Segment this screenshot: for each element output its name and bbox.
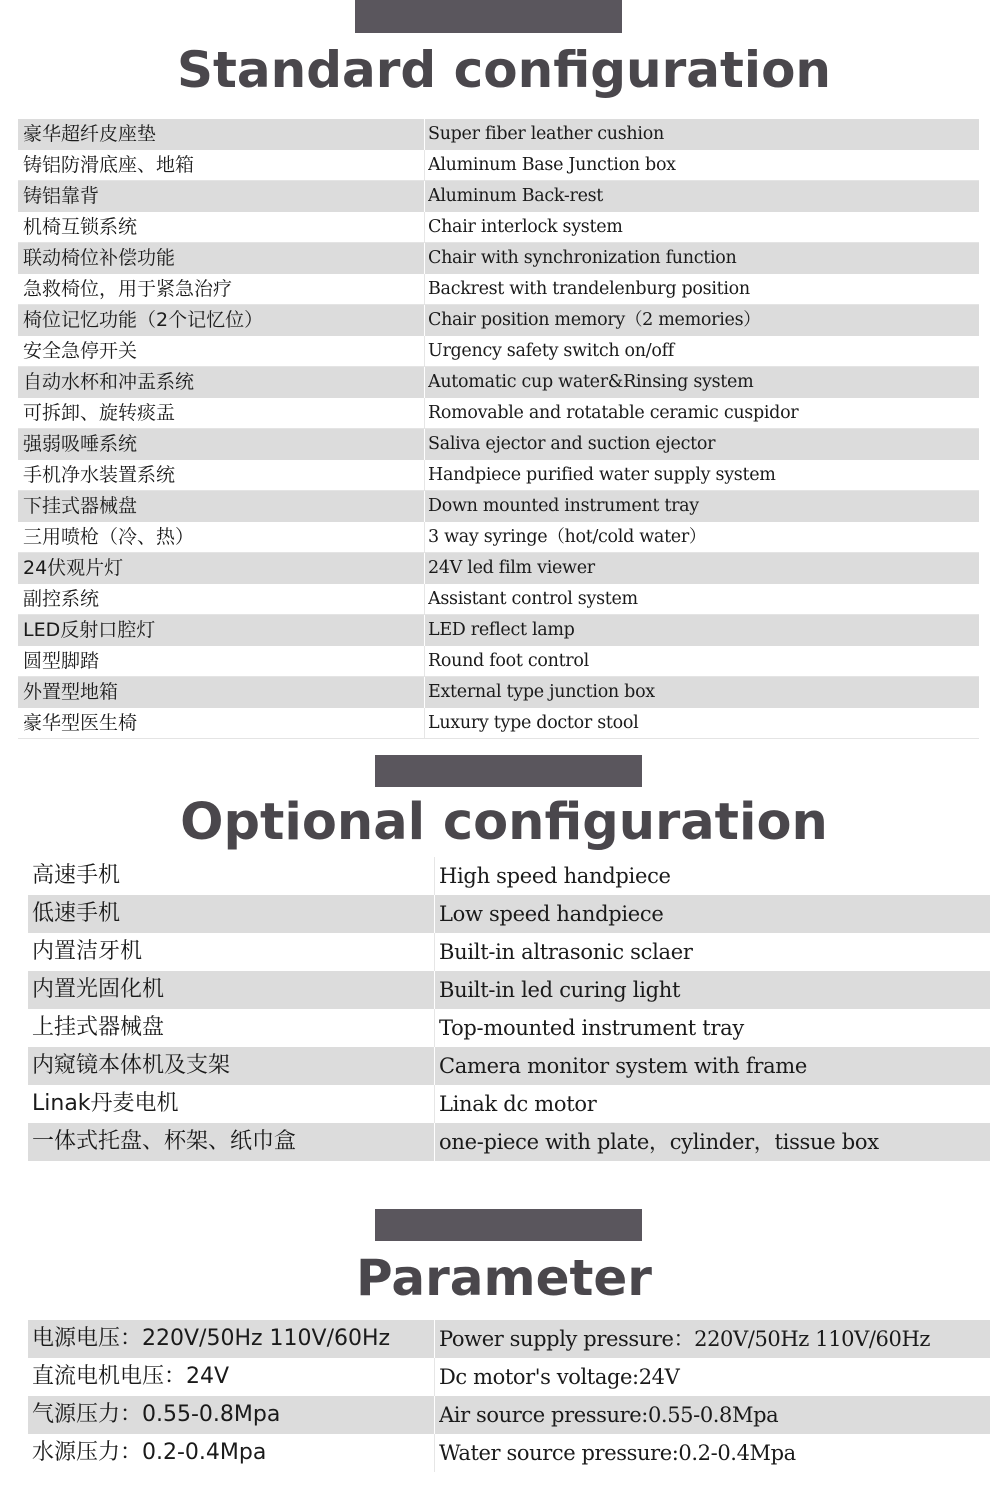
cell-english: Dc motor's voltage:24V (439, 1365, 680, 1389)
column-divider (434, 895, 435, 933)
cell-chinese: 高速手机 (32, 863, 121, 888)
column-divider (424, 274, 425, 304)
table-row (18, 367, 979, 398)
table-row (28, 971, 990, 1009)
cell-english: Handpiece purified water supply system (428, 465, 776, 485)
table-row (18, 708, 979, 739)
table-row (18, 522, 979, 553)
column-divider (424, 243, 425, 274)
table-row (28, 1123, 990, 1161)
cell-english: Luxury type doctor stool (428, 713, 639, 733)
cell-chinese: 内置洁牙机 (32, 939, 143, 964)
cell-english: Air source pressure:0.55-0.8Mpa (439, 1403, 779, 1427)
cell-chinese: 手机净水装置系统 (23, 464, 176, 486)
cell-english: Romovable and rotatable ceramic cuspidor (428, 403, 799, 423)
cell-chinese: 自动水杯和冲盂系统 (23, 371, 195, 393)
cell-english: 24V led film viewer (428, 558, 595, 578)
column-divider (424, 181, 425, 212)
section-bar-parameter (375, 1209, 642, 1241)
cell-chinese: 机椅互锁系统 (23, 216, 138, 238)
table-row (18, 615, 979, 646)
cell-english: Low speed handpiece (439, 902, 664, 926)
column-divider (424, 398, 425, 428)
cell-chinese: 三用喷枪（冷、热） (23, 526, 195, 548)
column-divider (434, 1009, 435, 1047)
table-row (18, 336, 979, 367)
cell-english: Round foot control (428, 651, 589, 671)
cell-chinese: 低速手机 (32, 901, 121, 926)
cell-english: Top-mounted instrument tray (439, 1016, 744, 1040)
cell-chinese: 急救椅位，用于紧急治疗 (23, 278, 233, 300)
column-divider (434, 1358, 435, 1396)
cell-chinese: 铸铝防滑底座、地箱 (23, 154, 195, 176)
cell-english: Urgency safety switch on/off (428, 341, 674, 361)
cell-english: Power supply pressure：220V/50Hz 110V/60Hz (439, 1327, 931, 1351)
section-bar-standard (355, 0, 622, 33)
cell-chinese: 内置光固化机 (32, 977, 165, 1002)
cell-english: Down mounted instrument tray (428, 496, 699, 516)
cell-chinese: Linak丹麦电机 (32, 1091, 179, 1116)
column-divider (424, 553, 425, 584)
cell-english: Camera monitor system with frame (439, 1054, 808, 1078)
cell-english: Aluminum Back-rest (428, 186, 604, 206)
table-row (18, 119, 979, 150)
cell-english: Built-in altrasonic sclaer (439, 940, 693, 964)
cell-chinese: 豪华型医生椅 (23, 712, 138, 734)
cell-english: Assistant control system (428, 589, 638, 609)
column-divider (434, 933, 435, 971)
column-divider (434, 1123, 435, 1161)
cell-chinese: 电源电压：220V/50Hz 110V/60Hz (32, 1326, 391, 1351)
table-row (28, 1396, 990, 1434)
parameter-table (28, 1320, 990, 1472)
cell-english: Super fiber leather cushion (428, 124, 664, 144)
table-row (28, 1358, 990, 1396)
standard-config-heading: Standard configuration (176, 41, 832, 99)
table-row (28, 1320, 990, 1358)
cell-english: Chair position memory（2 memories） (428, 310, 761, 330)
column-divider (434, 1085, 435, 1123)
table-row (18, 646, 979, 677)
cell-english: LED reflect lamp (428, 620, 575, 640)
cell-chinese: 水源压力：0.2-0.4Mpa (32, 1440, 267, 1465)
cell-chinese: 气源压力：0.55-0.8Mpa (32, 1402, 281, 1427)
section-bar-optional (375, 755, 642, 787)
cell-english: Chair with synchronization function (428, 248, 737, 268)
table-row (18, 584, 979, 615)
table-row (18, 243, 979, 274)
table-row (28, 1085, 990, 1123)
column-divider (424, 584, 425, 614)
cell-english: Linak dc motor (439, 1092, 597, 1116)
table-row (28, 857, 990, 895)
table-row (18, 398, 979, 429)
cell-chinese: 铸铝靠背 (23, 185, 100, 207)
column-divider (424, 119, 425, 150)
cell-english: one-piece with plate，cylinder，tissue box (439, 1130, 879, 1154)
column-divider (424, 305, 425, 336)
cell-chinese: 安全急停开关 (23, 340, 138, 362)
cell-english: Built-in led curing light (439, 978, 681, 1002)
cell-chinese: 强弱吸唾系统 (23, 433, 138, 455)
column-divider (424, 708, 425, 738)
cell-chinese: 一体式托盘、杯架、纸巾盒 (32, 1129, 297, 1154)
cell-english: Water source pressure:0.2-0.4Mpa (439, 1441, 796, 1465)
cell-chinese: 下挂式器械盘 (23, 495, 138, 517)
table-row (28, 933, 990, 971)
column-divider (424, 336, 425, 366)
cell-english: Backrest with trandelenburg position (428, 279, 750, 299)
cell-english: Saliva ejector and suction ejector (428, 434, 716, 454)
optional-config-heading: Optional configuration (180, 793, 828, 852)
column-divider (434, 1396, 435, 1434)
table-row (18, 429, 979, 460)
cell-chinese: 24伏观片灯 (23, 557, 124, 579)
table-row (28, 1047, 990, 1085)
table-row (18, 212, 979, 243)
column-divider (424, 367, 425, 398)
cell-chinese: 外置型地箱 (23, 681, 119, 703)
column-divider (424, 460, 425, 490)
table-row (28, 1434, 990, 1472)
table-row (18, 181, 979, 212)
column-divider (424, 615, 425, 646)
column-divider (424, 212, 425, 242)
standard-config-table (18, 119, 979, 739)
column-divider (434, 1434, 435, 1472)
column-divider (434, 971, 435, 1009)
column-divider (424, 491, 425, 522)
cell-chinese: 直流电机电压：24V (32, 1364, 230, 1389)
column-divider (424, 677, 425, 708)
cell-english: 3 way syringe（hot/cold water） (428, 527, 707, 547)
table-row (18, 305, 979, 336)
table-row (18, 460, 979, 491)
cell-chinese: 联动椅位补偿功能 (23, 247, 176, 269)
cell-english: External type junction box (428, 682, 655, 702)
cell-chinese: 豪华超纤皮座垫 (23, 123, 157, 145)
column-divider (424, 522, 425, 552)
parameter-heading: Parameter (356, 1249, 652, 1307)
table-row (18, 274, 979, 305)
column-divider (424, 150, 425, 180)
column-divider (424, 429, 425, 460)
cell-chinese: 椅位记忆功能（2个记忆位） (23, 309, 264, 331)
cell-english: Aluminum Base Junction box (428, 155, 676, 175)
table-row (18, 553, 979, 584)
column-divider (434, 857, 435, 895)
table-row (28, 1009, 990, 1047)
cell-chinese: 圆型脚踏 (23, 650, 100, 672)
column-divider (434, 1320, 435, 1358)
table-row (28, 895, 990, 933)
table-row (18, 677, 979, 708)
cell-chinese: 上挂式器械盘 (32, 1015, 165, 1040)
cell-english: High speed handpiece (439, 864, 671, 888)
cell-english: Chair interlock system (428, 217, 623, 237)
optional-config-table (28, 857, 990, 1161)
cell-chinese: 可拆卸、旋转痰盂 (23, 402, 176, 424)
column-divider (434, 1047, 435, 1085)
cell-english: Automatic cup water&Rinsing system (428, 372, 754, 392)
column-divider (424, 646, 425, 676)
table-row (18, 150, 979, 181)
cell-chinese: 内窥镜本体机及支架 (32, 1053, 231, 1078)
cell-chinese: LED反射口腔灯 (23, 619, 156, 641)
cell-chinese: 副控系统 (23, 588, 100, 610)
table-row (18, 491, 979, 522)
